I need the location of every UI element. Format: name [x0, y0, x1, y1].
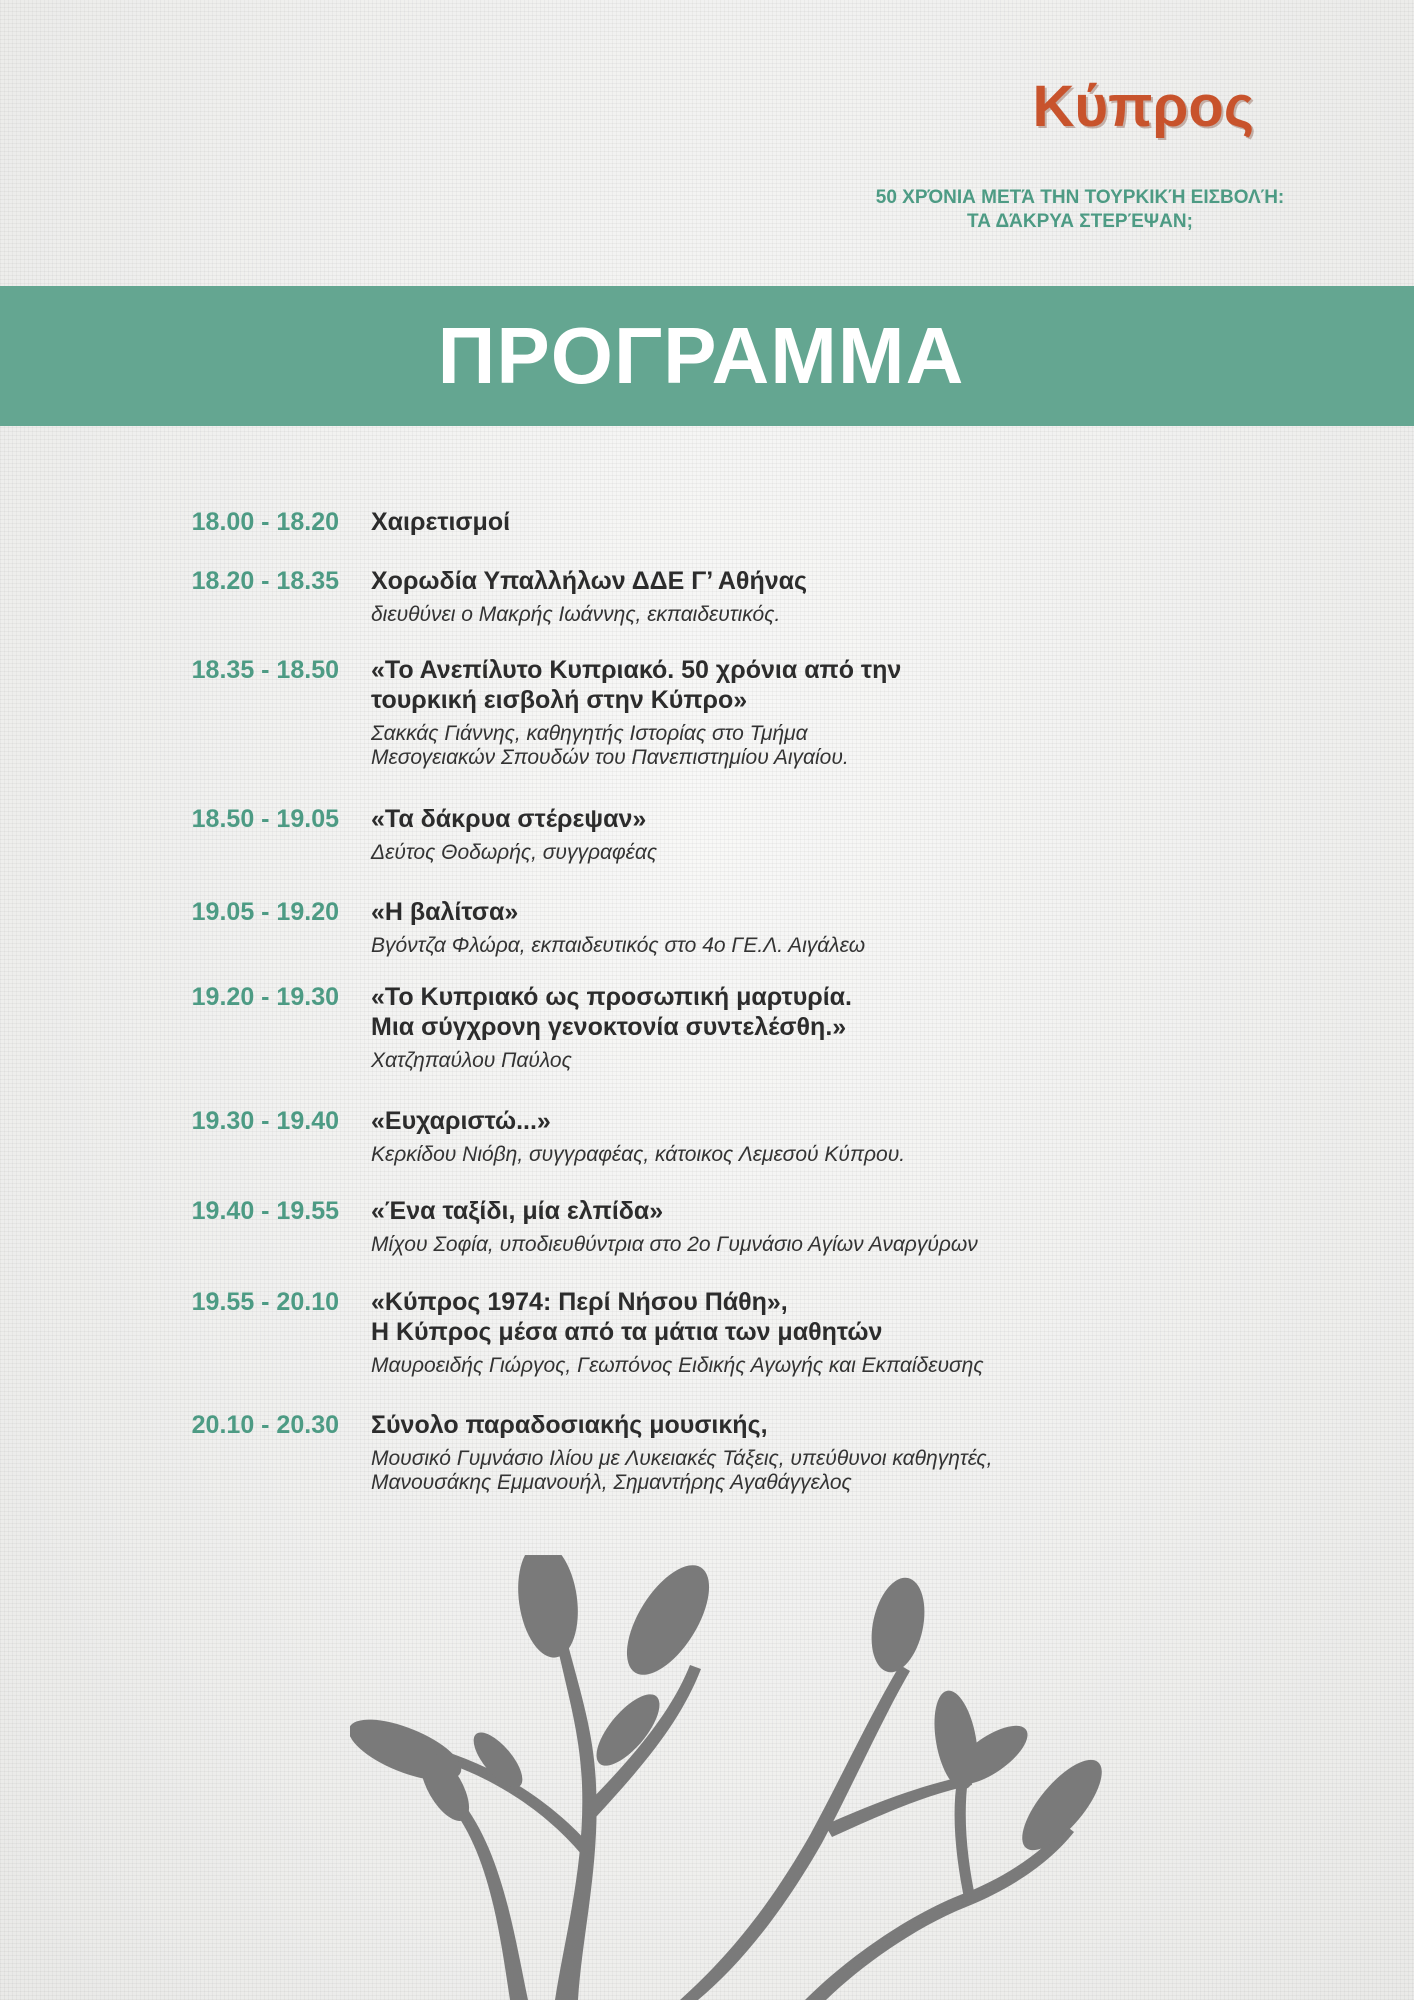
program-speaker: Μεσογειακών Σπουδών του Πανεπιστημίου Αιγαίου. — [371, 746, 849, 769]
program-title: Χαιρετισμοί — [371, 508, 511, 536]
subtitle-line-2: ΤΑ ΔΆΚΡΥΑ ΣΤΕΡΈΨΑΝ; — [967, 211, 1193, 232]
program-title: «Ευχαριστώ...» — [371, 1107, 551, 1135]
subtitle-line-1: 50 ΧΡΌΝΙΑ ΜΕΤΆ ΤΗΝ ΤΟΥΡΚΙΚΉ ΕΙΣΒΟΛΉ: — [875, 187, 1285, 208]
program-title: «Το Ανεπίλυτο Κυπριακό. 50 χρόνια από την — [371, 656, 902, 684]
program-heading: ΠΡΟΓΡΑΜΜΑ — [437, 311, 965, 400]
program-title: Μια σύγχρονη γενοκτονία συντελέσθη.» — [371, 1013, 847, 1041]
program-speaker: Μαυροειδής Γιώργος, Γεωπόνος Ειδικής Αγωγής και Εκπαίδευσης — [371, 1354, 984, 1377]
program-speaker: διευθύνει ο Μακρής Ιωάννης, εκπαιδευτικός. — [371, 603, 781, 626]
program-title: «Το Κυπριακό ως προσωπική μαρτυρία. — [371, 983, 852, 1011]
program-time: 19.40 - 19.55 — [191, 1197, 339, 1225]
program-details — [371, 1106, 1371, 1167]
program-details — [371, 655, 1371, 770]
program-details — [371, 897, 1371, 958]
program-time: 19.30 - 19.40 — [191, 1107, 339, 1135]
program-title: Χορωδία Υπαλλήλων ΔΔΕ Γ’ Αθήνας — [371, 567, 807, 595]
program-title: «Ένα ταξίδι, μία ελπίδα» — [371, 1197, 664, 1225]
program-time: 18.20 - 18.35 — [191, 567, 339, 595]
poster-title: Κύπρος — [1032, 74, 1254, 139]
program-title: Σύνολο παραδοσιακής μουσικής, — [371, 1411, 768, 1439]
plant-illustration — [350, 1555, 1110, 2000]
program-speaker: Χατζηπαύλου Παύλος — [371, 1049, 572, 1072]
program-time: 18.00 - 18.20 — [191, 508, 339, 536]
program-time: 20.10 - 20.30 — [191, 1411, 339, 1439]
program-time: 19.20 - 19.30 — [191, 983, 339, 1011]
program-details — [371, 507, 1371, 537]
program-title: Η Κύπρος μέσα από τα μάτια των μαθητών — [371, 1318, 883, 1346]
program-details — [371, 982, 1371, 1073]
program-time: 18.35 - 18.50 — [191, 656, 339, 684]
poster-subtitle — [760, 186, 1400, 234]
program-details — [371, 1410, 1371, 1495]
program-speaker: Βγόντζα Φλώρα, εκπαιδευτικός στο 4ο ΓΕ.Λ. Αιγάλεω — [371, 934, 866, 957]
program-time: 18.50 - 19.05 — [191, 805, 339, 833]
program-title: «Η βαλίτσα» — [371, 898, 519, 926]
program-title: «Τα δάκρυα στέρεψαν» — [371, 805, 647, 833]
program-details — [371, 1287, 1371, 1378]
program-details — [371, 1196, 1371, 1257]
program-title: τουρκική εισβολή στην Κύπρο» — [371, 686, 748, 714]
program-speaker: Δεύτος Θοδωρής, συγγραφέας — [371, 841, 658, 864]
program-speaker: Σακκάς Γιάννης, καθηγητής Ιστορίας στο Τμήμα — [371, 722, 808, 745]
program-speaker: Μίχου Σοφία, υποδιευθύντρια στο 2ο Γυμνάσιο Αγίων Αναργύρων — [371, 1233, 978, 1256]
program-title: «Κύπρος 1974: Περί Νήσου Πάθη», — [371, 1288, 788, 1316]
program-time: 19.55 - 20.10 — [191, 1288, 339, 1316]
program-speaker: Κερκίδου Νιόβη, συγγραφέας, κάτοικος Λεμεσού Κύπρου. — [371, 1143, 906, 1166]
program-speaker: Μανουσάκης Εμμανουήλ, Σημαντήρης Αγαθάγγελος — [371, 1471, 852, 1494]
program-details — [371, 804, 1371, 865]
program-speaker: Μουσικό Γυμνάσιο Ιλίου με Λυκειακές Τάξεις, υπεύθυνοι καθηγητές, — [371, 1447, 993, 1470]
program-banner — [0, 286, 1414, 426]
program-time: 19.05 - 19.20 — [191, 898, 339, 926]
program-details — [371, 566, 1371, 627]
